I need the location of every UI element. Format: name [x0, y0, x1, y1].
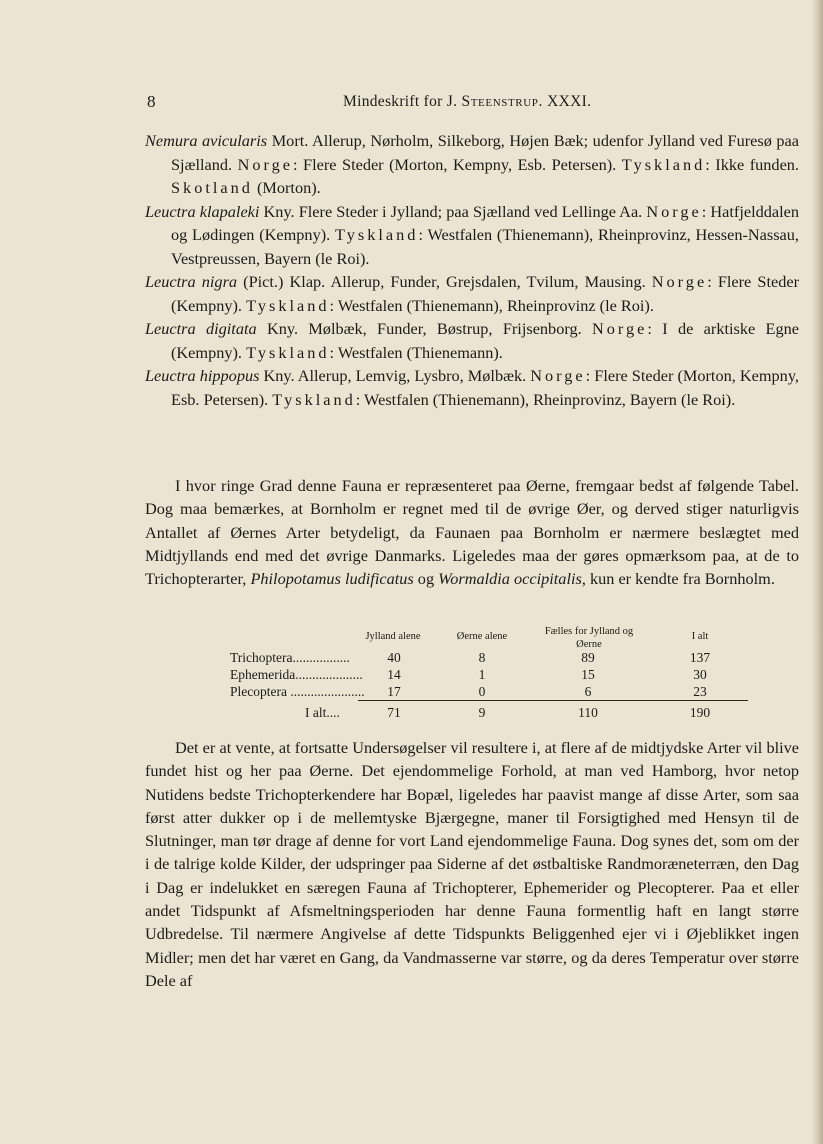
species-name: Leuctra nigra: [145, 272, 238, 291]
species-name: Leuctra hippopus: [145, 366, 260, 385]
table-total-row: I alt.... 71 9 110 190: [305, 705, 711, 720]
species-name: Leuctra digitata: [145, 319, 257, 338]
page-number: 8: [147, 92, 156, 111]
paragraph-discussion: Det er at vente, at fortsatte Undersøgelser vil resultere i, at flere af de midtjydske Arter vil blive fundet hist og her paa Øerne. Det ejendommelige Forhold, at man ved Hamborg, hvor netop Nutidens bedste Trichopterkendere har Bopæl, ligeledes har paavist mange af disse Arter, som saa først atter dukker op i de mellemtyske Bjærgegne, maner til Forsigtighed med Hensyn til de Slutninger, man tør drage af denne for vort Land ejendommelige Fauna. Dog synes det, som om der i de talrige kolde Kilder, der udspringer paa Siderne af det østbaltiske Randmoræneterræn, den Dag i Dag er indelukket en særegen Fauna af Trichopterer, Ephemerider og Plecopterer. Paa et eller andet Tidspunkt af Afsmeltningsperioden har denne Fauna formentlig haft en langt større Udbredelse. Til nærmere Angivelse af dette Tidspunkts Beliggenhed ejer vi i Øjeblikket ingen Midler; men det har været en Gang, da Vandmasserne var større, og da deres Temperatur over større Dele af: [145, 738, 799, 990]
author-name: Steenstrup.: [461, 93, 543, 110]
column-header: I alt: [691, 631, 709, 642]
row-label: Trichoptera.................: [230, 650, 350, 665]
table-row: Ephemerida.................... 14 1 15 30: [230, 667, 707, 682]
running-header: [147, 92, 797, 116]
species-entry: Leuctra nigra (Pict.) Klap. Allerup, Funder, Grejsdalen, Tvilum, Mausing. Norge: Flere Steder (Kempny). Tyskland: Westfalen (Thienemann), Rheinprovinz (le Roi).: [145, 272, 799, 315]
table-row: Trichoptera................. 40 8 89 137: [230, 650, 711, 665]
column-header: Jylland alene: [365, 631, 421, 642]
species-name: Leuctra klapaleki: [145, 201, 260, 221]
species-name: Wormaldia occipitalis: [438, 569, 582, 589]
row-label: Plecoptera ......................: [230, 684, 365, 699]
column-header: Fælles for Jylland og Øerne: [544, 626, 634, 650]
species-entry: Leuctra digitata Kny. Mølbæk, Funder, Bøstrup, Frijsenborg. Norge: I de arktiske Egne (Kempny). Tyskland: Westfalen (Thienemann).: [145, 319, 799, 362]
table-row: Plecoptera ...................... 17 0 6 23: [230, 684, 707, 699]
row-label: Ephemerida....................: [230, 667, 363, 682]
paragraph-table-intro: I hvor ringe Grad denne Fauna er repræsenteret paa Øerne, fremgaar bedst af følgende Tabel. Dog maa bemærkes, at Bornholm er regnet med til de øvrige Øer, og derved stiger naturligvis Antallet af Øernes Arter betydeligt, da Faunaen paa Bornholm er nærmere beslægtet med Midtjyllands end med det øvrige Danmarks. Ligeledes maa der gøres opmærksom paa, at de to Trichopterarter, Philopotamus ludificatus og Wormaldia occipitalis, kun er kendte fra Bornholm.: [145, 476, 799, 589]
volume-number: XXXI.: [547, 93, 592, 110]
running-title: Mindeskrift for J. Steenstrup. XXXI.: [343, 93, 592, 110]
table-divider: [358, 700, 748, 701]
species-entry: Leuctra hippopus Kny. Allerup, Lemvig, Lysbro, Mølbæk. Norge: Flere Steder (Morton, Kempny, Esb. Petersen). Tyskland: Westfalen (Thienemann), Rheinprovinz, Bayern (le Roi).: [145, 366, 799, 409]
page-edge-shadow: [811, 0, 823, 1144]
column-header: Øerne alene: [456, 631, 508, 642]
species-name: Philopotamus ludificatus: [250, 569, 414, 589]
species-entry: Nemura avicularis Mort. Allerup, Nørholm, Silkeborg, Højen Bæk; udenfor Jylland ved Furesø paa Sjælland. Norge: Flere Steder (Morton, Kempny, Esb. Petersen). Tyskland: Ikke funden. Skotland (Morton).: [145, 131, 800, 197]
species-entry: Leuctra klapaleki Kny. Flere Steder i Jylland; paa Sjælland ved Lellinge Aa. Norge: Hatfjelddalen og Lødingen (Kempny). Tyskland: Westfalen (Thienemann), Rheinprovinz, Hessen-Nassau, Vestpreussen, Bayern (le Roi).: [145, 201, 800, 268]
species-name: Nemura avicularis: [145, 131, 268, 150]
row-label: I alt....: [305, 705, 340, 720]
species-list: [145, 129, 799, 411]
